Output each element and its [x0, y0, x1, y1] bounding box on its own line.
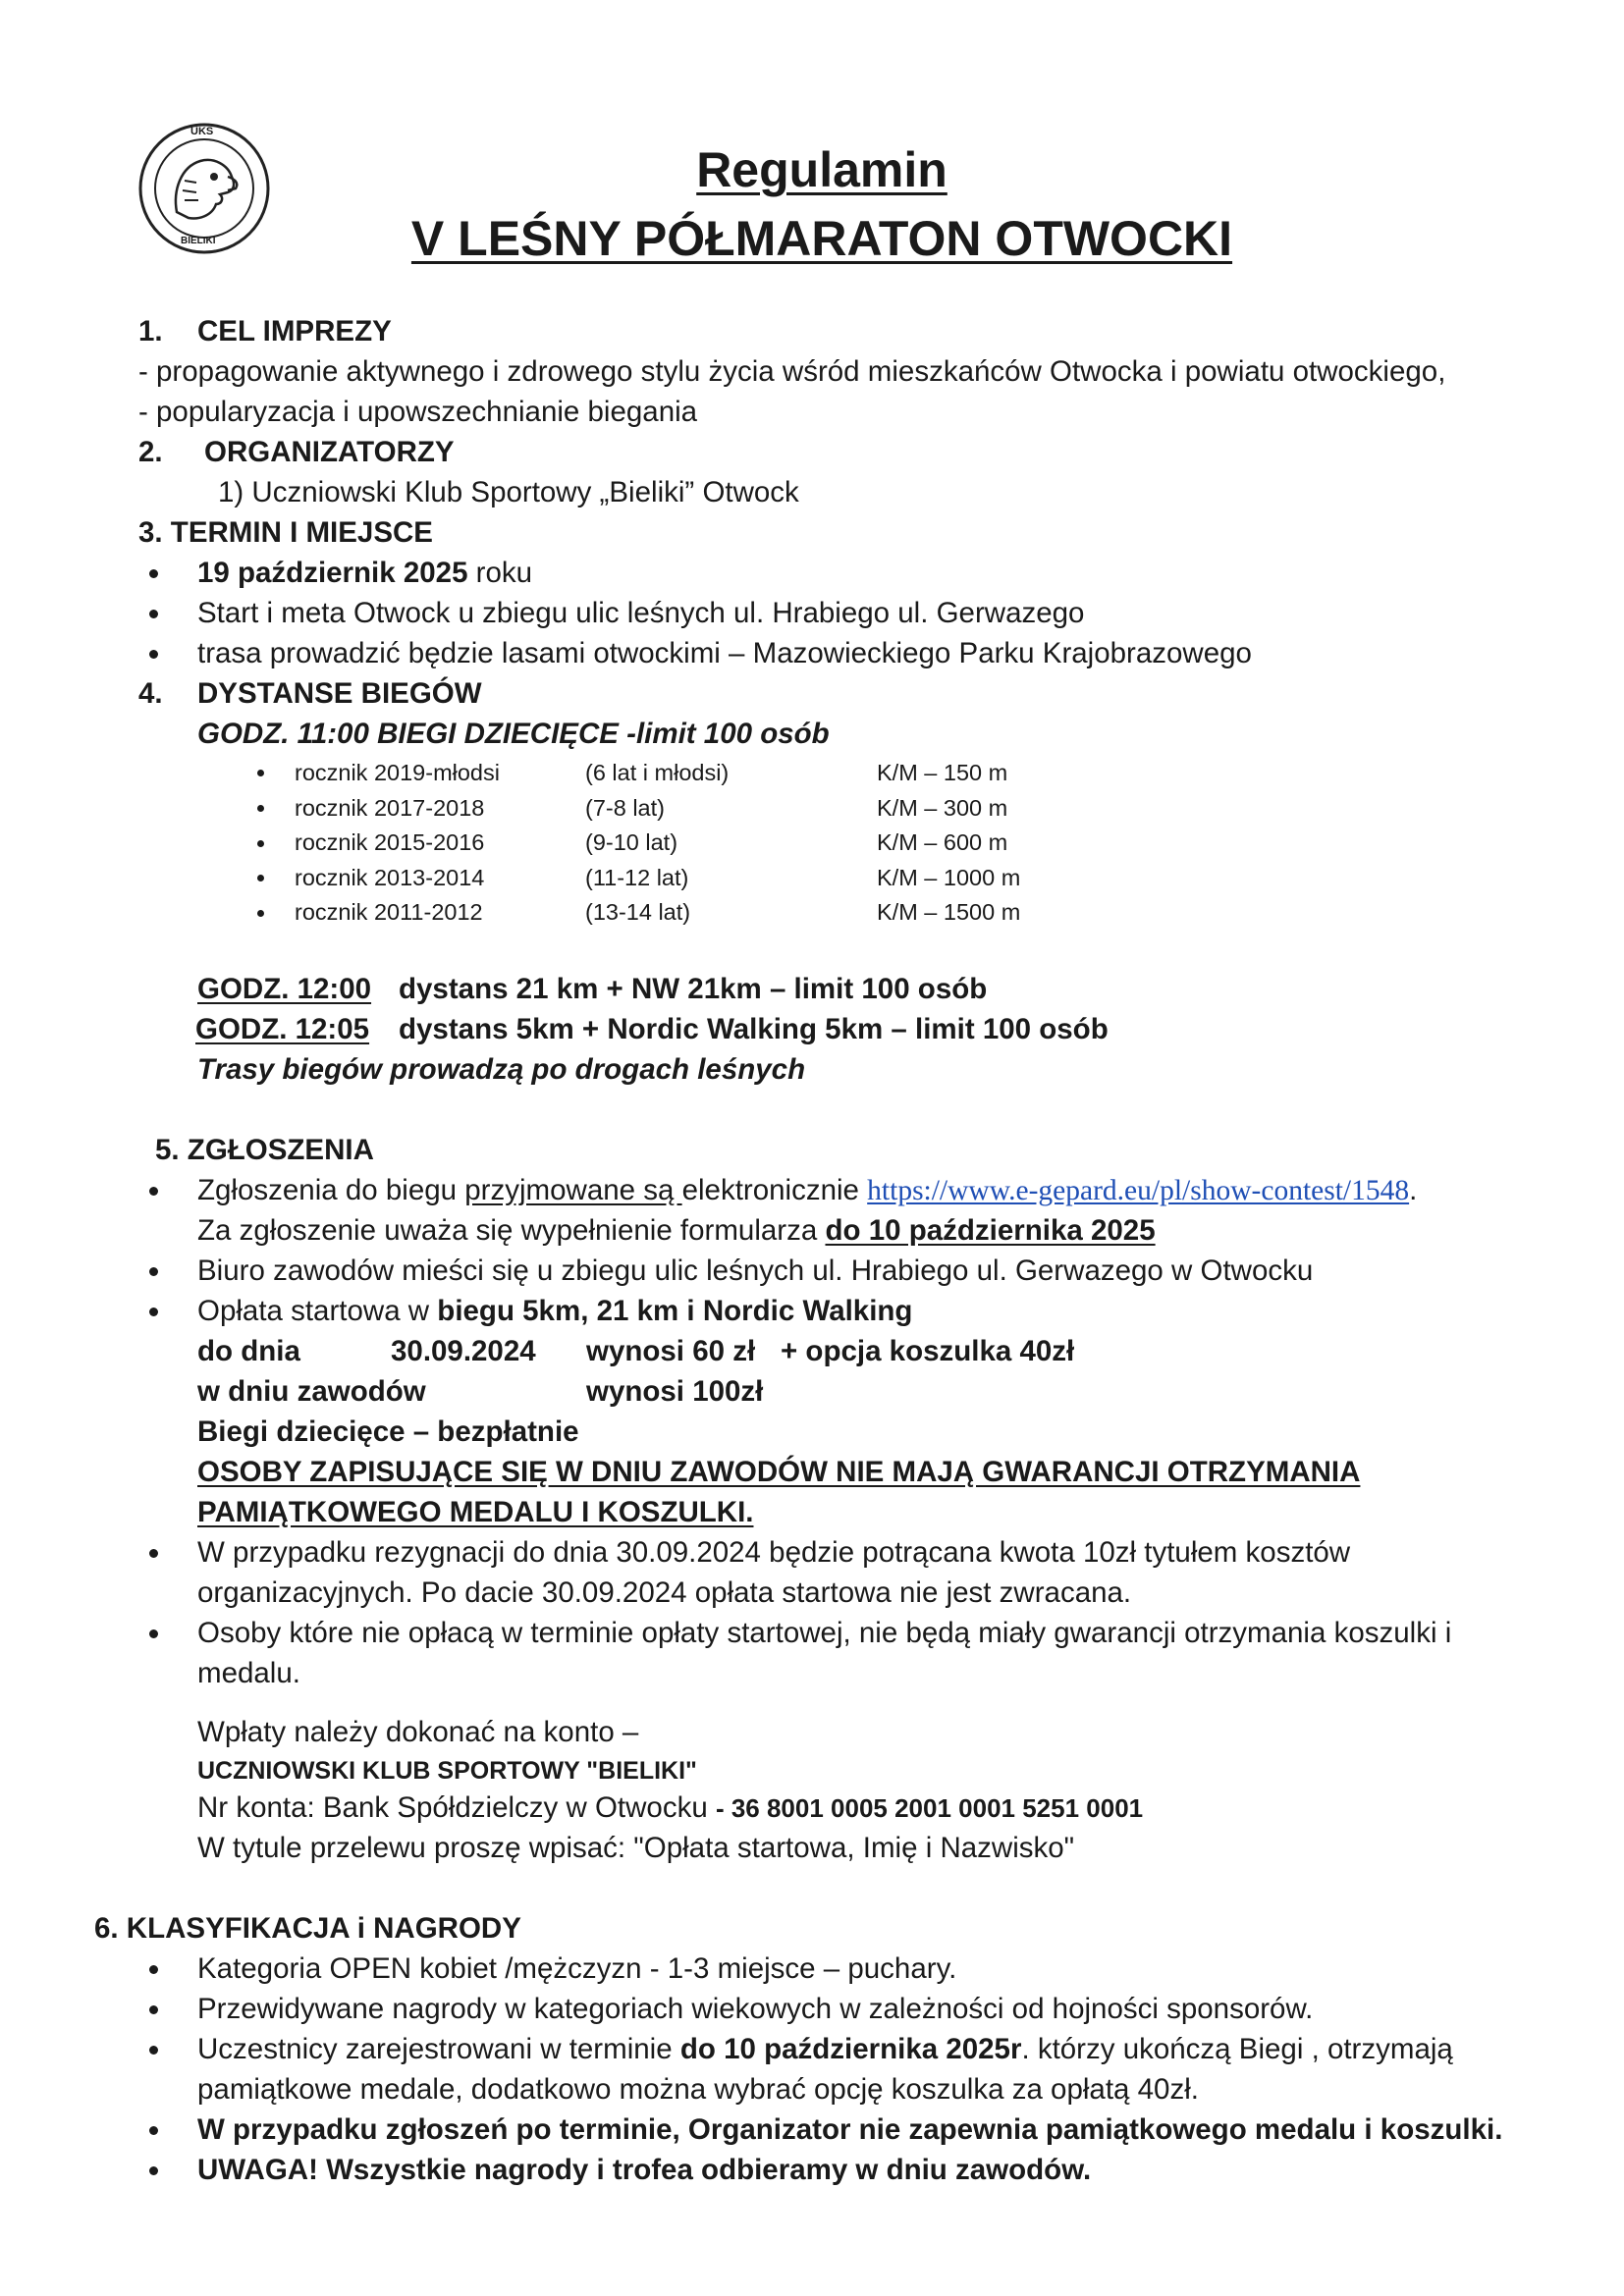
race-office-location: Biuro zawodów mieści się u zbiegu ulic leśnych ul. Hrabiego ul. Gerwazego w Otwocku [197, 1255, 1314, 1287]
bullet [257, 910, 264, 917]
kids-year: rocznik 2015-2016 [295, 829, 485, 855]
bullet [149, 1187, 158, 1196]
kids-distance: K/M – 300 m [877, 795, 1008, 821]
bullet [257, 805, 264, 812]
routes-note: Trasy biegów prowadzą po drogach leśnych [197, 1053, 806, 1086]
open-category-prizes: Kategoria OPEN kobiet /mężczyzn - 1-3 miejsce – puchary. [197, 1952, 957, 1985]
section-1-line-2: - popularyzacja i upowszechnianie biegania [138, 396, 698, 428]
medals-info-line-1: Uczestnicy zarejestrowani w terminie do 10 października 2025r. którzy ukończą Biegi , otrzymają [197, 2033, 1453, 2065]
section-5-heading: 5. ZGŁOSZENIA [155, 1134, 374, 1166]
fee-1-label: do dnia [197, 1335, 300, 1367]
title-event: V LEŚNY PÓŁMARATON OTWOCKI [410, 211, 1233, 266]
run-2-time: GODZ. 12:05 [195, 1013, 370, 1045]
cancellation-line-1: W przypadku rezygnacji do dnia 30.09.2024 będzie potrącana kwota 10zł tytułem kosztów [197, 1536, 1351, 1569]
bullet [149, 569, 158, 578]
medals-info-line-2: pamiątkowe medale, dodatkowo można wybrać opcję koszulka za opłatą 40zł. [197, 2073, 1199, 2106]
kids-age: (11-12 lat) [585, 865, 689, 890]
run-1-time: GODZ. 12:00 [197, 973, 372, 1005]
warning-line-1: OSOBY ZAPISUJĄCE SIĘ W DNIU ZAWODÓW NIE MAJĄ GWARANCJI OTRZYMANIA [197, 1456, 1361, 1488]
bullet [149, 2166, 158, 2175]
unpaid-note-line-1: Osoby które nie opłacą w terminie opłaty startowej, nie będą miały gwarancji otrzymania koszulki i [197, 1617, 1452, 1649]
bullet [149, 1308, 158, 1316]
kids-age: (13-14 lat) [585, 899, 691, 925]
logo-top-text: UKS [190, 126, 214, 137]
kids-free-info: Biegi dziecięce – bezpłatnie [197, 1415, 579, 1448]
late-registration-note: W przypadku zgłoszeń po terminie, Organizator nie zapewnia pamiątkowego medalu i koszulki. [197, 2113, 1503, 2146]
section-1-line-1: - propagowanie aktywnego i zdrowego stylu życia wśród mieszkańców Otwocka i powiatu otwockiego, [138, 355, 1446, 388]
section-6-heading: 6. KLASYFIKACJA i NAGRODY [94, 1912, 521, 1945]
registration-deadline: Za zgłoszenie uważa się wypełnienie formularza do 10 października 2025 [197, 1214, 1156, 1247]
prizes-pickup-note: UWAGA! Wszystkie nagrody i trofea odbieramy w dniu zawodów. [197, 2154, 1092, 2186]
kids-runs-header: GODZ. 11:00 BIEGI DZIECIĘCE -limit 100 osób [197, 718, 830, 750]
event-date: 19 październik 2025 roku [197, 557, 533, 589]
entry-fee-info: Opłata startowa w biegu 5km, 21 km i Nordic Walking [197, 1295, 913, 1327]
age-category-prizes: Przewidywane nagrody w kategoriach wiekowych w zależności od hojności sponsorów. [197, 1993, 1314, 2025]
start-finish-location: Start i meta Otwock u zbiegu ulic leśnych ul. Hrabiego ul. Gerwazego [197, 597, 1085, 629]
section-4-number: 4. [138, 677, 163, 710]
section-2-number: 2. [138, 436, 163, 468]
route-description: trasa prowadzić będzie lasami otwockimi – Mazowieckiego Parku Krajobrazowego [197, 637, 1252, 669]
warning-line-2: PAMIĄTKOWEGO MEDALU I KOSZULKI. [197, 1496, 754, 1528]
bullet [149, 1965, 158, 1974]
bullet [149, 1267, 158, 1276]
bullet [257, 875, 264, 881]
bullet [149, 1549, 158, 1558]
kids-year: rocznik 2019-młodsi [295, 760, 500, 785]
fee-2-amount: wynosi 100zł [586, 1375, 764, 1408]
section-4-heading: DYSTANSE BIEGÓW [197, 677, 482, 710]
unpaid-note-line-2: medalu. [197, 1657, 300, 1689]
section-1-heading: CEL IMPREZY [197, 315, 392, 347]
kids-age: (6 lat i młodsi) [585, 760, 730, 785]
fee-2-label: w dniu zawodów [197, 1375, 426, 1408]
payment-recipient: UCZNIOWSKI KLUB SPORTOWY "BIELIKI" [197, 1757, 697, 1785]
bullet [149, 650, 158, 659]
kids-year: rocznik 2017-2018 [295, 795, 485, 821]
bullet [257, 840, 264, 847]
fee-1-date: 30.09.2024 [391, 1335, 536, 1367]
bullet [149, 2005, 158, 2014]
bullet [149, 2046, 158, 2055]
kids-distance: K/M – 1500 m [877, 899, 1021, 925]
registration-link[interactable]: https://www.e-gepard.eu/pl/show-contest/1548 [867, 1175, 1410, 1206]
kids-distance: K/M – 1000 m [877, 865, 1021, 890]
kids-year: rocznik 2013-2014 [295, 865, 485, 890]
payment-intro: Wpłaty należy dokonać na konto – [197, 1716, 639, 1748]
fee-1-amount: wynosi 60 zł [586, 1335, 756, 1367]
registration-info: Zgłoszenia do biegu przyjmowane są elektronicznie https://www.e-gepard.eu/pl/show-contest/1548. [197, 1174, 1418, 1206]
section-2-heading: ORGANIZATORZY [204, 436, 455, 468]
run-1-description: dystans 21 km + NW 21km – limit 100 osób [399, 973, 988, 1005]
bank-account: Nr konta: Bank Spółdzielczy w Otwocku - 36 8001 0005 2001 0001 5251 0001 [197, 1791, 1144, 1824]
logo-bottom-text: BIELIKI [181, 236, 216, 246]
kids-age: (7-8 lat) [585, 795, 665, 821]
kids-distance: K/M – 150 m [877, 760, 1008, 785]
run-2-description: dystans 5km + Nordic Walking 5km – limit 100 osób [399, 1013, 1109, 1045]
bullet [149, 2126, 158, 2135]
bullet [257, 770, 264, 776]
bullet [149, 610, 158, 618]
kids-distance: K/M – 600 m [877, 829, 1008, 855]
fee-1-extra: + opcja koszulka 40zł [781, 1335, 1075, 1367]
section-1-number: 1. [138, 315, 163, 347]
title-regulamin: Regulamin [696, 142, 947, 197]
cancellation-line-2: organizacyjnych. Po dacie 30.09.2024 opłata startowa nie jest zwracana. [197, 1576, 1132, 1609]
bullet [149, 1629, 158, 1638]
kids-age: (9-10 lat) [585, 829, 678, 855]
organizer-item: 1) Uczniowski Klub Sportowy „Bieliki” Otwock [218, 476, 799, 508]
section-3-heading: 3. TERMIN I MIEJSCE [138, 516, 433, 549]
kids-year: rocznik 2011-2012 [295, 899, 483, 925]
transfer-title-note: W tytule przelewu proszę wpisać: "Opłata startowa, Imię i Nazwisko" [197, 1832, 1075, 1864]
